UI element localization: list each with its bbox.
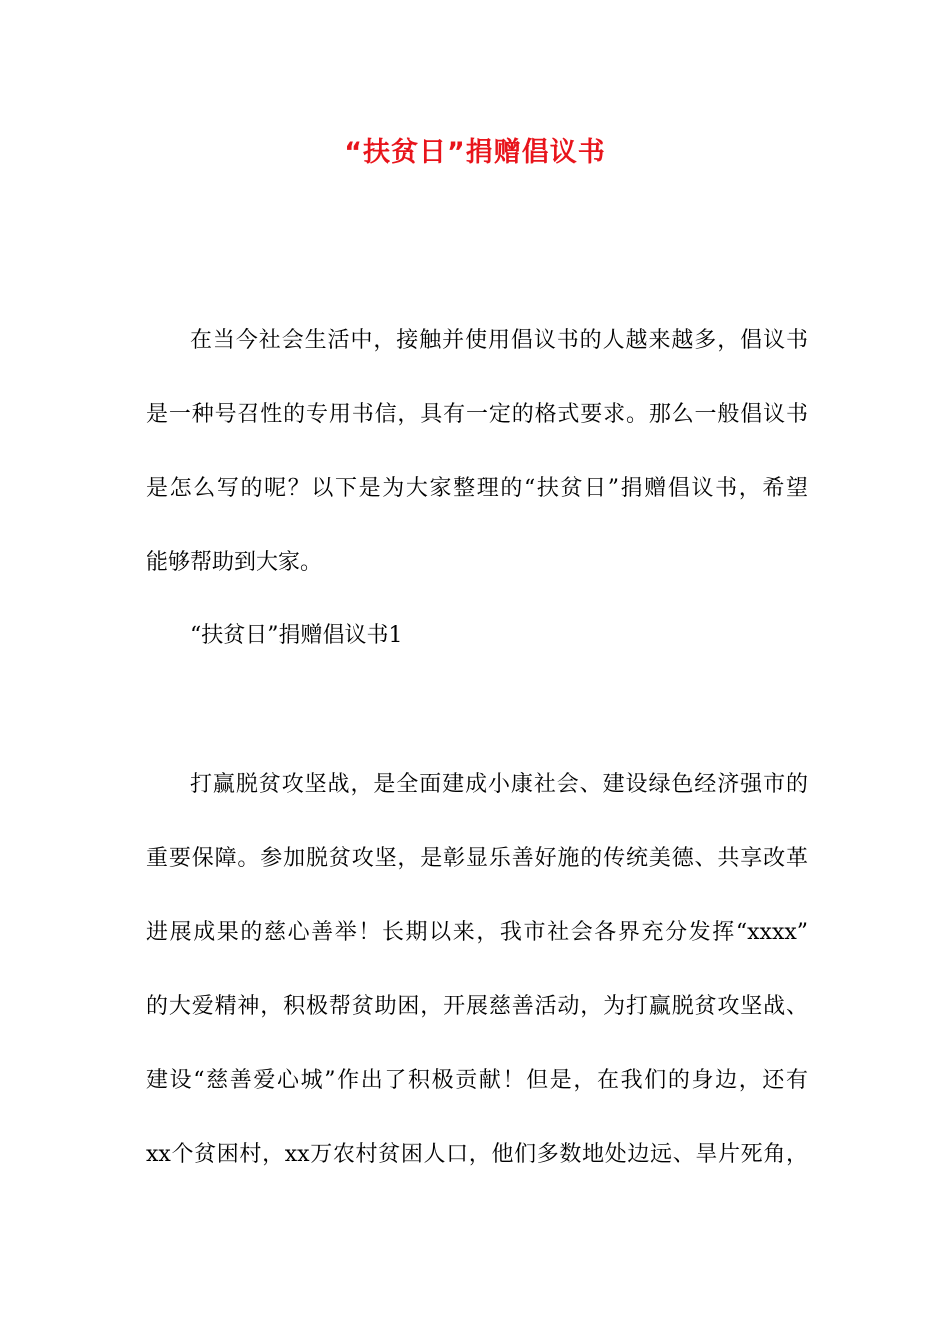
document-title: “扶贫日”捐赠倡议书 (344, 137, 606, 168)
intro-line-3: 是怎么写的呢？以下是为大家整理的“扶贫日”捐赠倡议书，希望 (146, 476, 808, 501)
intro-line-2: 是一种号召性的专用书信，具有一定的格式要求。那么一般倡议书 (146, 402, 808, 427)
intro-line-1: 在当今社会生活中，接触并使用倡议书的人越来越多，倡议书 (190, 328, 808, 353)
intro-line-4: 能够帮助到大家。 (146, 550, 323, 575)
body-line-1: 打赢脱贫攻坚战，是全面建成小康社会、建设绿色经济强市的 (190, 772, 808, 797)
body-line-5: 建设“慈善爱心城”作出了积极贡献！但是，在我们的身边，还有 (146, 1068, 808, 1093)
body-line-3: 进展成果的慈心善举！长期以来，我市社会各界充分发挥“xxxx” (146, 920, 808, 945)
section-heading: “扶贫日”捐赠倡议书1 (190, 623, 403, 648)
body-line-2: 重要保障。参加脱贫攻坚，是彰显乐善好施的传统美德、共享改革 (146, 846, 808, 871)
body-line-4: 的大爱精神，积极帮贫助困，开展慈善活动，为打赢脱贫攻坚战、 (146, 994, 808, 1019)
body-line-6: xx个贫困村，xx万农村贫困人口，他们多数地处边远、旱片死角， (146, 1142, 808, 1167)
